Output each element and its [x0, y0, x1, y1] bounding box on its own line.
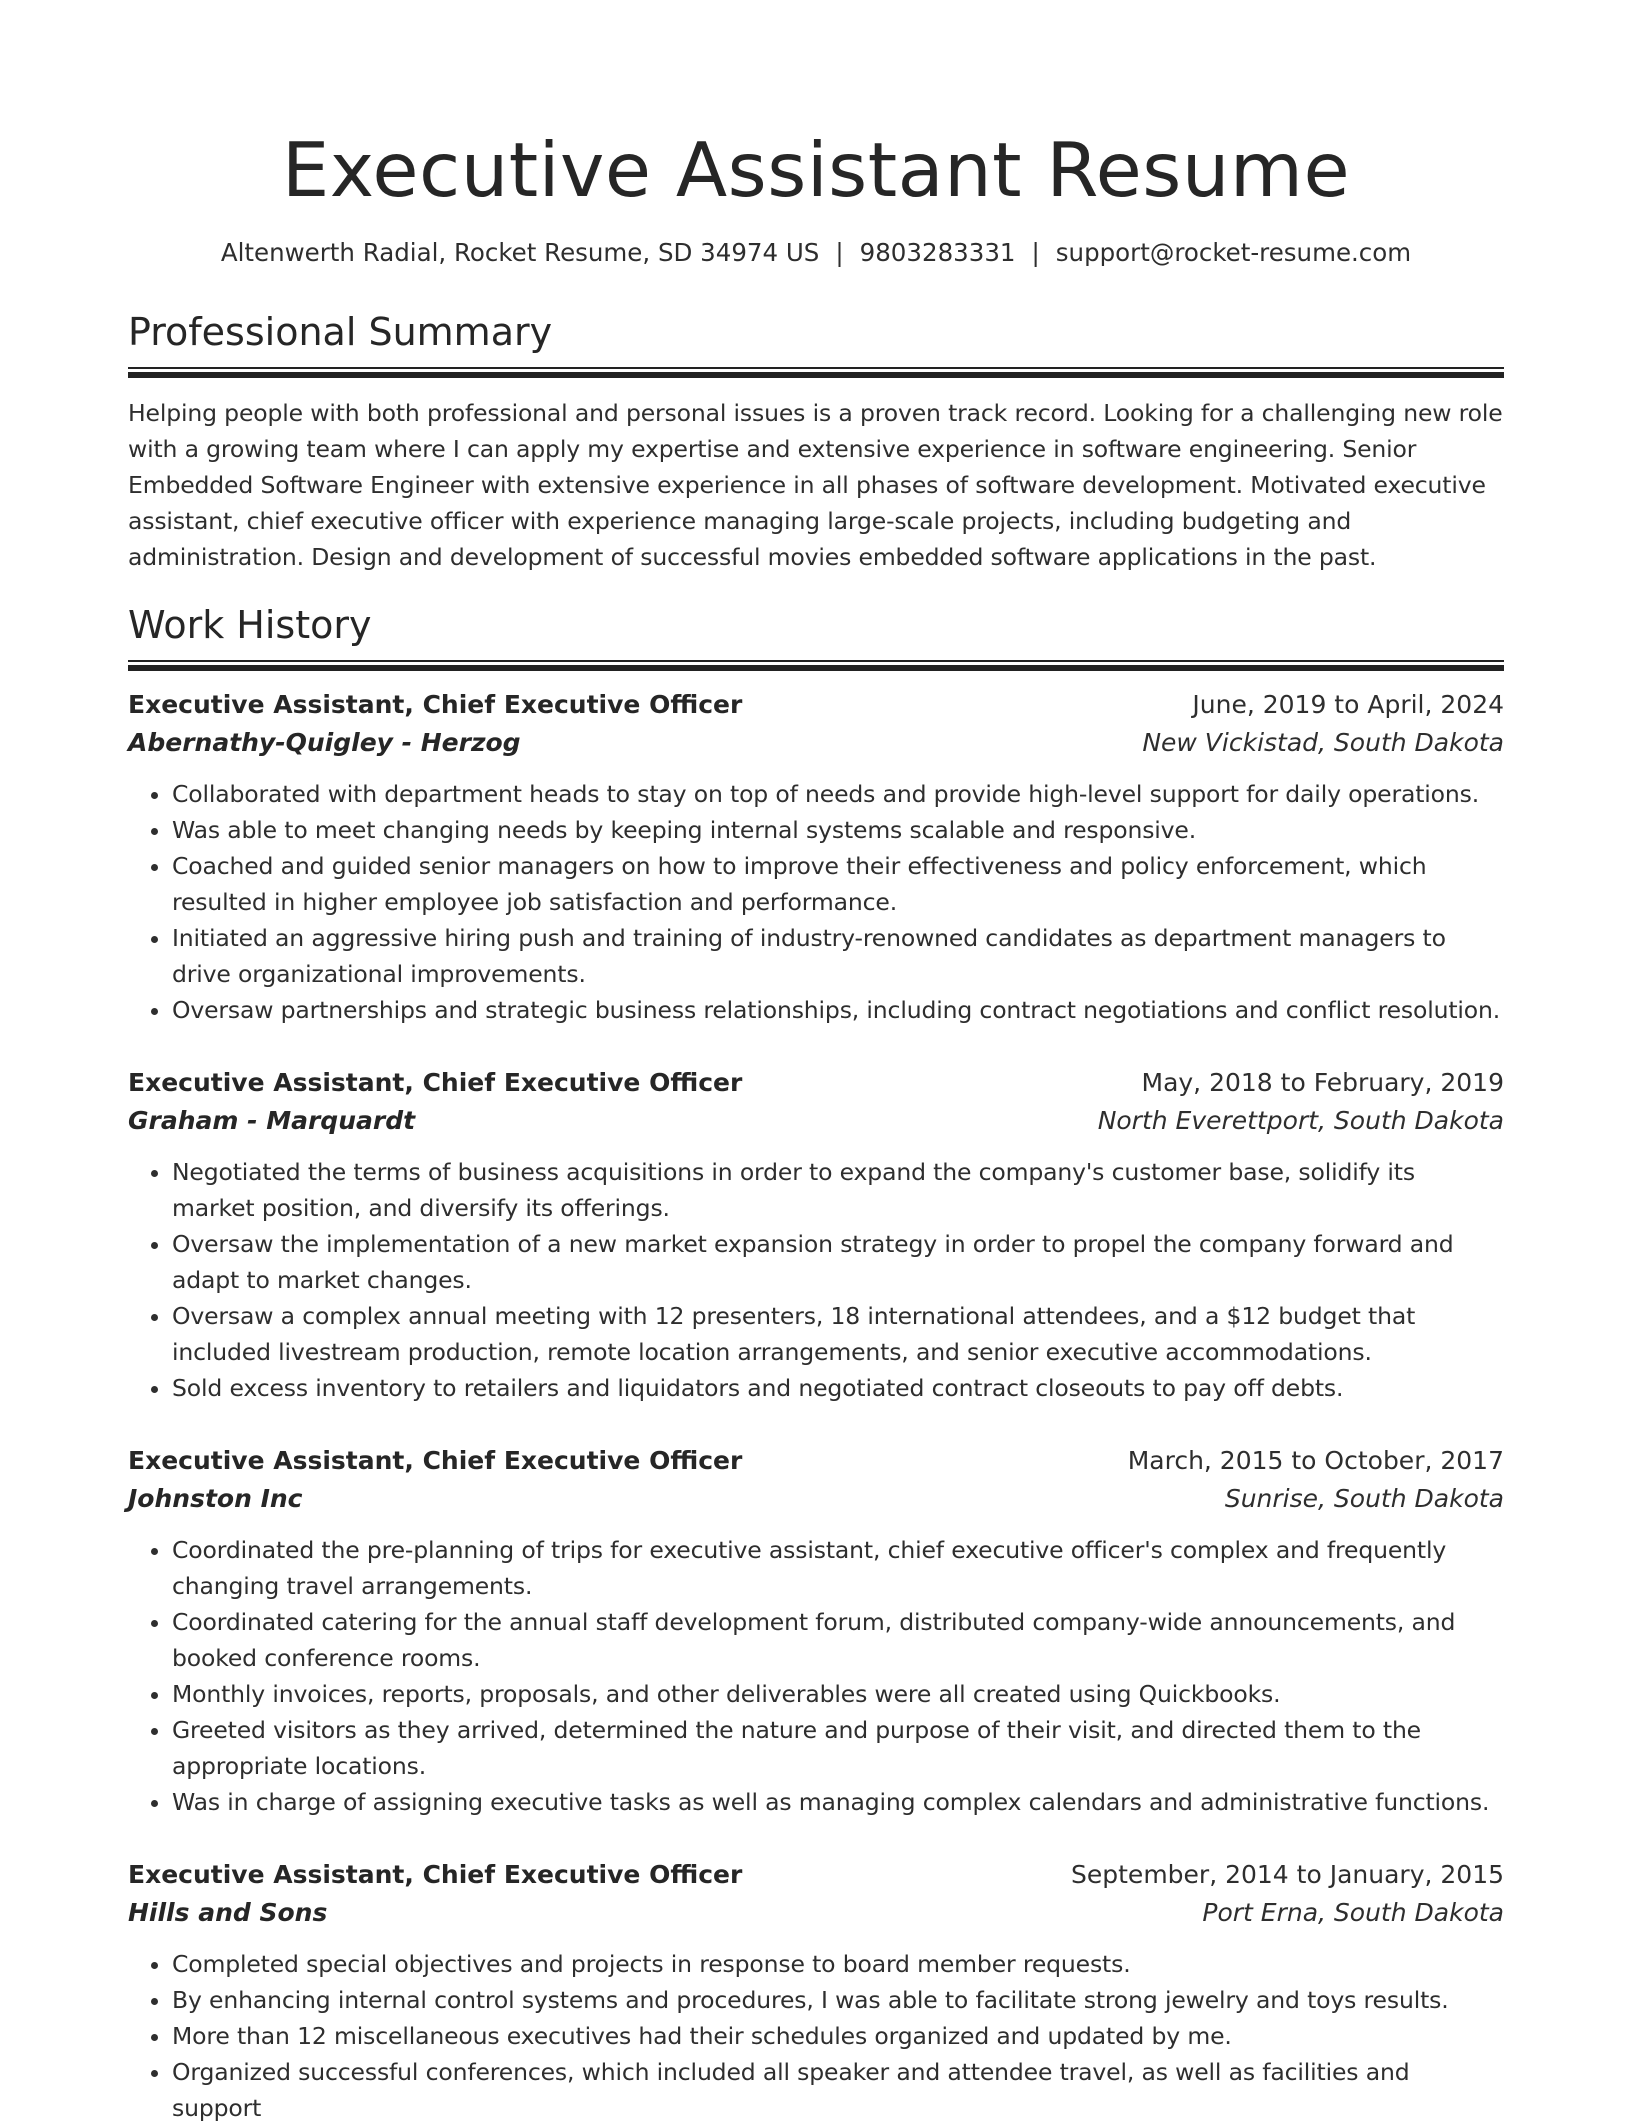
job-dates: June, 2019 to April, 2024	[1192, 690, 1504, 719]
job-title: Executive Assistant, Chief Executive Officer	[128, 1860, 743, 1889]
job-bullets	[128, 1946, 1504, 2126]
job-title: Executive Assistant, Chief Executive Officer	[128, 1068, 743, 1097]
contact-phone: 9803283331	[859, 238, 1016, 267]
job-dates: September, 2014 to January, 2015	[1071, 1860, 1504, 1889]
job-location: North Everettport, South Dakota	[1097, 1106, 1504, 1135]
job-bullet: • Collaborated with department heads to stay on top of needs and provide high-level support for daily operations.	[172, 776, 1504, 812]
section-divider	[128, 660, 1504, 670]
job-dates: May, 2018 to February, 2019	[1141, 1068, 1504, 1097]
job-bullets	[128, 776, 1504, 1028]
job-bullet: • Coordinated the pre-planning of trips for executive assistant, chief executive officer's complex and frequently changing travel arrangements.	[172, 1532, 1504, 1604]
resume-page	[128, 0, 1504, 2126]
job-bullet: • Coordinated catering for the annual staff development forum, distributed company-wide announcements, and booked conference rooms.	[172, 1604, 1504, 1676]
contact-email[interactable]: support@rocket-resume.com	[1055, 238, 1412, 267]
job-bullet: • Was able to meet changing needs by keeping internal systems scalable and responsive.	[172, 812, 1504, 848]
resume-title: Executive Assistant Resume	[281, 126, 1351, 214]
job-bullet: • Oversaw a complex annual meeting with 12 presenters, 18 international attendees, and a $12 budget that included livestream production, remote location arrangements, and senior executive accommodations.	[172, 1298, 1504, 1370]
job-title: Executive Assistant, Chief Executive Officer	[128, 1446, 743, 1475]
work-history-section	[128, 601, 1504, 2126]
contact-separator: |	[835, 238, 844, 267]
job-bullet: • Greeted visitors as they arrived, determined the nature and purpose of their visit, and directed them to the appropriate locations.	[172, 1712, 1504, 1784]
job-bullet: • Sold excess inventory to retailers and liquidators and negotiated contract closeouts to pay off debts.	[172, 1370, 1504, 1406]
job-bullet: • Was in charge of assigning executive tasks as well as managing complex calendars and administrative functions.	[172, 1784, 1504, 1820]
job-location: New Vickistad, South Dakota	[1142, 728, 1504, 757]
job-bullet: • Initiated an aggressive hiring push and training of industry-renowned candidates as department managers to drive organizational improvements.	[172, 920, 1504, 992]
job-bullets	[128, 1154, 1504, 1406]
section-heading-work-history: Work History	[128, 603, 372, 647]
job-bullet: • Negotiated the terms of business acquisitions in order to expand the company's customer base, solidify its market position, and diversify its offerings.	[172, 1154, 1504, 1226]
summary-paragraph: Helping people with both professional and personal issues is a proven track record. Looking for a challenging new role with a growing team where I can apply my expertise and extensive experience in software engineering. Senior Embedded Software Engineer with extensive experience in all phases of software development. Motivated executive assistant, chief executive officer with experience managing large-scale projects, including budgeting and administration. Design and development of successful movies embedded software applications in the past.	[128, 399, 1503, 571]
job-title: Executive Assistant, Chief Executive Officer	[128, 690, 743, 719]
job-bullet: • By enhancing internal control systems and procedures, I was able to facilitate strong jewelry and toys results.	[172, 1982, 1504, 2018]
job-bullet: • Oversaw partnerships and strategic business relationships, including contract negotiations and conflict resolution.	[172, 992, 1504, 1028]
job-bullet: • Organized successful conferences, which included all speaker and attendee travel, as well as facilities and support	[172, 2054, 1504, 2126]
job-entry	[128, 1856, 1504, 2126]
job-entry	[128, 1442, 1504, 1820]
job-bullets	[128, 1532, 1504, 1820]
job-company: Abernathy-Quigley - Herzog	[128, 728, 521, 757]
section-heading-summary: Professional Summary	[128, 310, 553, 354]
job-location: Sunrise, South Dakota	[1224, 1484, 1504, 1513]
contact-address: Altenwerth Radial, Rocket Resume, SD 34974 US	[220, 238, 820, 267]
job-bullet: • Oversaw the implementation of a new market expansion strategy in order to propel the company forward and adapt to market changes.	[172, 1226, 1504, 1298]
job-company: Johnston Inc	[128, 1484, 303, 1513]
job-company: Hills and Sons	[128, 1898, 328, 1927]
contact-separator: |	[1031, 238, 1040, 267]
job-bullet: • Monthly invoices, reports, proposals, and other deliverables were all created using Quickbooks.	[172, 1676, 1504, 1712]
contact-line	[128, 236, 1504, 270]
job-entry	[128, 1064, 1504, 1406]
job-entry	[128, 686, 1504, 1028]
job-bullet: • More than 12 miscellaneous executives had their schedules organized and updated by me.	[172, 2018, 1504, 2054]
job-company: Graham - Marquardt	[128, 1106, 416, 1135]
job-bullet: • Coached and guided senior managers on how to improve their effectiveness and policy enforcement, which resulted in higher employee job satisfaction and performance.	[172, 848, 1504, 920]
section-divider	[128, 367, 1504, 377]
job-dates: March, 2015 to October, 2017	[1127, 1446, 1504, 1475]
professional-summary-section	[128, 308, 1504, 575]
job-location: Port Erna, South Dakota	[1202, 1898, 1504, 1927]
job-bullet: • Completed special objectives and projects in response to board member requests.	[172, 1946, 1504, 1982]
job-list	[128, 686, 1504, 2126]
